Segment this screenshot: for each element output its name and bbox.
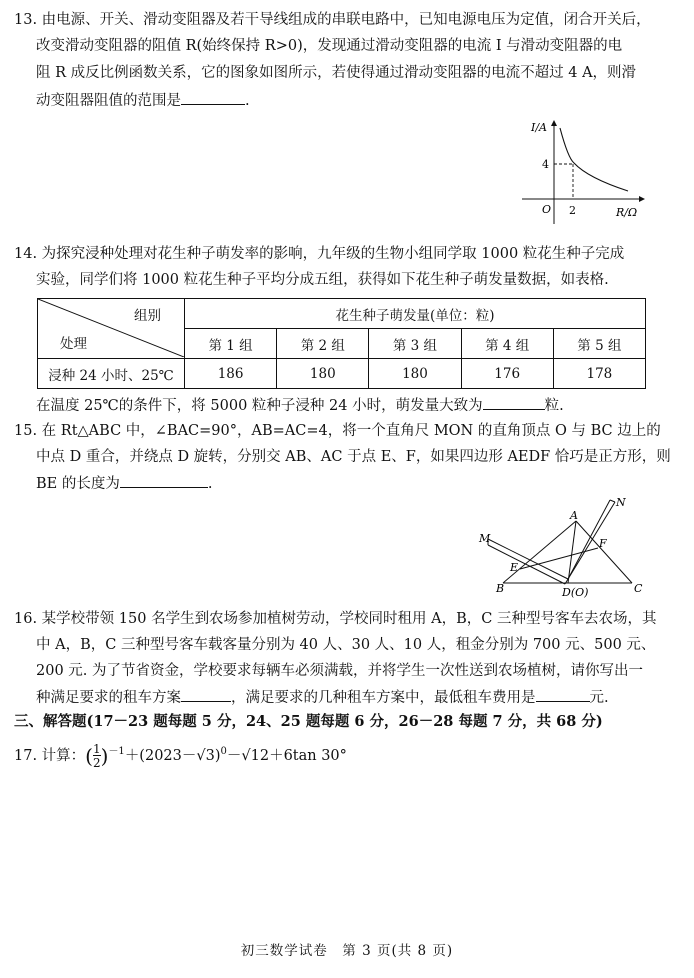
- label-n: N: [616, 496, 626, 509]
- q16-line2: 中 A，B，C 三种型号客车载客量分别为 40 人、30 人、10 人，租金分别为 700 元、500 元、: [36, 637, 656, 653]
- q14-after-end: 粒.: [544, 398, 564, 414]
- col-header-5: 第 5 组: [553, 329, 645, 359]
- q17-exponent-1: －1: [108, 746, 125, 757]
- answer-blank-13[interactable]: [181, 90, 245, 105]
- q14-after-text: 在温度 25℃的条件下，将 5000 粒种子浸种 24 小时，萌发量大致为: [36, 398, 483, 414]
- q15-line2: 中点 D 重合，并绕点 D 旋转，分别交 AB、AC 于点 E、F，如果四边形 AEDF 恰巧是正方形，则: [36, 449, 671, 465]
- q13-line4: [36, 90, 250, 111]
- label-d: D(O): [562, 586, 589, 599]
- label-b: B: [496, 582, 505, 595]
- row-label: 浸种 24 小时、25℃: [38, 359, 185, 389]
- q17-fraction: [93, 743, 101, 769]
- label-c: C: [634, 582, 643, 595]
- q16-line4-end: 元.: [589, 690, 609, 706]
- answer-blank-16a[interactable]: [181, 687, 231, 702]
- label-f: F: [599, 537, 607, 550]
- q17-paren-close: ): [100, 743, 109, 768]
- table-corner-cell: [38, 299, 185, 359]
- graph-xtick: 2: [569, 204, 576, 217]
- answer-blank-16b[interactable]: [536, 687, 590, 702]
- corner-top-label: 组别: [134, 308, 161, 324]
- graph-ylabel: I/A: [531, 121, 547, 134]
- segment-ad: [568, 521, 576, 583]
- cell-value-1: 186: [185, 359, 277, 389]
- q17-paren-open: (: [85, 743, 93, 768]
- cell-value-5: 178: [553, 359, 645, 389]
- graph-ytick: 4: [542, 158, 549, 171]
- q15-line3: [36, 473, 212, 494]
- col-header-3: 第 3 组: [369, 329, 461, 359]
- answer-blank-14[interactable]: [483, 395, 545, 410]
- q14-after: [36, 395, 564, 416]
- q16-line4: [36, 687, 609, 708]
- q14-line2: 实验，同学们将 1000 粒花生种子平均分成五组，获得如下花生种子萌发量数据，如表格.: [36, 272, 609, 288]
- inverse-proportion-graph: [518, 118, 648, 228]
- q16-line1: 16. 某学校带领 150 名学生到农场参加植树劳动，学校同时租用 A，B，C 三种型号客车去农场，其: [14, 611, 657, 627]
- q15-line1: 15. 在 Rt△ABC 中，∠BAC=90°，AB=AC=4，将一个直角尺 MON 的直角顶点 O 与 BC 边上的: [14, 423, 661, 439]
- q16-line4-mid: ，满足要求的几种租车方案中，最低租车费用是: [231, 690, 536, 706]
- q14-line1: 14. 为探究浸种处理对花生种子萌发率的影响，九年级的生物小组同学取 1000 粒花生种子完成: [14, 246, 625, 262]
- q17-expression: [14, 742, 347, 770]
- germination-table: [37, 298, 646, 389]
- q13-line2: 改变滑动变阻器的阻值 R(始终保持 R>0)，发现通过滑动变阻器的电流 I 与滑动变阻器的电: [36, 38, 623, 54]
- triangle-figure: [470, 495, 650, 600]
- q13-line4-text: 动变阻器阻值的范围是: [36, 93, 181, 109]
- graph-xlabel: R/Ω: [616, 206, 638, 219]
- answer-blank-15[interactable]: [120, 473, 208, 488]
- q15-line3-text: BE 的长度为: [36, 476, 120, 492]
- q13-line1: 13. 由电源、开关、滑动变阻器及若干导线组成的串联电路中，已知电源电压为定值，闭合开关后，: [14, 12, 651, 28]
- label-m: M: [479, 532, 491, 545]
- q17-prefix: 17. 计算：: [14, 747, 86, 764]
- q17-frac-num: 1: [92, 741, 101, 756]
- q15-line3-end: .: [207, 476, 213, 492]
- q13-line3: 阻 R 成反比例函数关系，它的图象如图所示，若使得通过滑动变阻器的电流不超过 4 A，则滑: [36, 65, 637, 81]
- q16-line4-text: 种满足要求的租车方案: [36, 690, 181, 706]
- col-header-4: 第 4 组: [461, 329, 553, 359]
- label-e: E: [510, 561, 519, 574]
- ruler-end-n: [610, 500, 615, 502]
- page-footer: 初三数学试卷 第 3 页(共 8 页): [240, 943, 454, 959]
- hyperbola-curve: [560, 128, 628, 191]
- q17-frac-den: 2: [92, 755, 101, 770]
- ruler-arm-m-inner: [488, 545, 565, 584]
- q17-tail: －√12＋6tan 30°: [226, 747, 347, 764]
- col-header-1: 第 1 组: [185, 329, 277, 359]
- section-3-heading: 三、解答题(17－23 题每题 5 分，24、25 题每题 6 分，26－28 每题 7 分，共 68 分): [14, 713, 603, 730]
- q17-exponent-2: 0: [220, 746, 227, 757]
- q16-line3: 200 元. 为了节省资金，学校要求每辆车必须满载，并将学生一次性送到农场植树，请你写出一: [36, 663, 643, 679]
- cell-value-4: 176: [461, 359, 553, 389]
- label-a: A: [570, 509, 578, 522]
- corner-bottom-label: 处理: [60, 336, 87, 352]
- cell-value-2: 180: [277, 359, 369, 389]
- q13-line4-end: .: [245, 93, 250, 109]
- cell-value-3: 180: [369, 359, 461, 389]
- graph-origin: O: [542, 203, 552, 216]
- q17-middle: ＋(2023－√3): [124, 747, 221, 764]
- col-header-2: 第 2 组: [277, 329, 369, 359]
- group-header: 花生种子萌发量(单位：粒): [185, 299, 646, 329]
